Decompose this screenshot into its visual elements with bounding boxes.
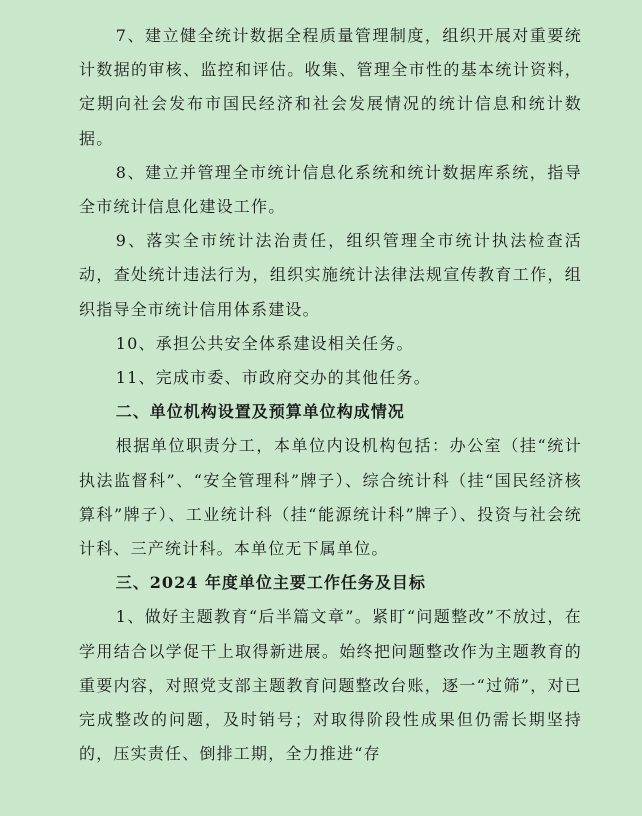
- paragraph-item-11: 11、完成市委、市政府交办的其他任务。: [115, 368, 431, 388]
- paragraph-org-structure: 根据单位职责分工，本单位内设机构包括：办公室（挂“统计执法监督科”、“安全管理科”牌子）、综合统计科（挂“国民经济核算科”牌子）、工业统计科（挂“能源统计科”牌子）、投资与社会统计科、三产统计科。本单位无下属单位。: [79, 436, 582, 559]
- section-heading-3: 三、2024 年度单位主要工作任务及目标: [115, 573, 426, 593]
- paragraph-item-7: 7、建立健全统计数据全程质量管理制度，组织开展对重要统计数据的审核、监控和评估。收集、管理全市性的基本统计资料，定期向社会发布市国民经济和社会发展情况的统计信息和统计数据。: [79, 26, 582, 148]
- paragraph-item-8: 8、建立并管理全市统计信息化系统和统计数据库系统，指导全市统计信息化建设工作。: [79, 162, 582, 217]
- paragraph-task-1: 1、做好主题教育“后半篇文章”。紧盯“问题整改”不放过，在学用结合以学促干上取得新进展。始终把问题整改作为主题教育的重要内容，对照党支部主题教育问题整改台账，逐一“过筛”，对已完成整改的问题，及时销号；对取得阶段性成果但仍需长期坚持的，压实责任、倒排工期，全力推进“存: [79, 607, 582, 764]
- section-heading-2: 二、单位机构设置及预算单位构成情况: [115, 402, 405, 422]
- paragraph-item-10: 10、承担公共安全体系建设相关任务。: [115, 333, 414, 353]
- paragraph-item-9: 9、落实全市统计法治责任，组织管理全市统计执法检查活动，查处统计违法行为，组织实施统计法律法规宣传教育工作，组织指导全市统计信用体系建设。: [79, 231, 582, 319]
